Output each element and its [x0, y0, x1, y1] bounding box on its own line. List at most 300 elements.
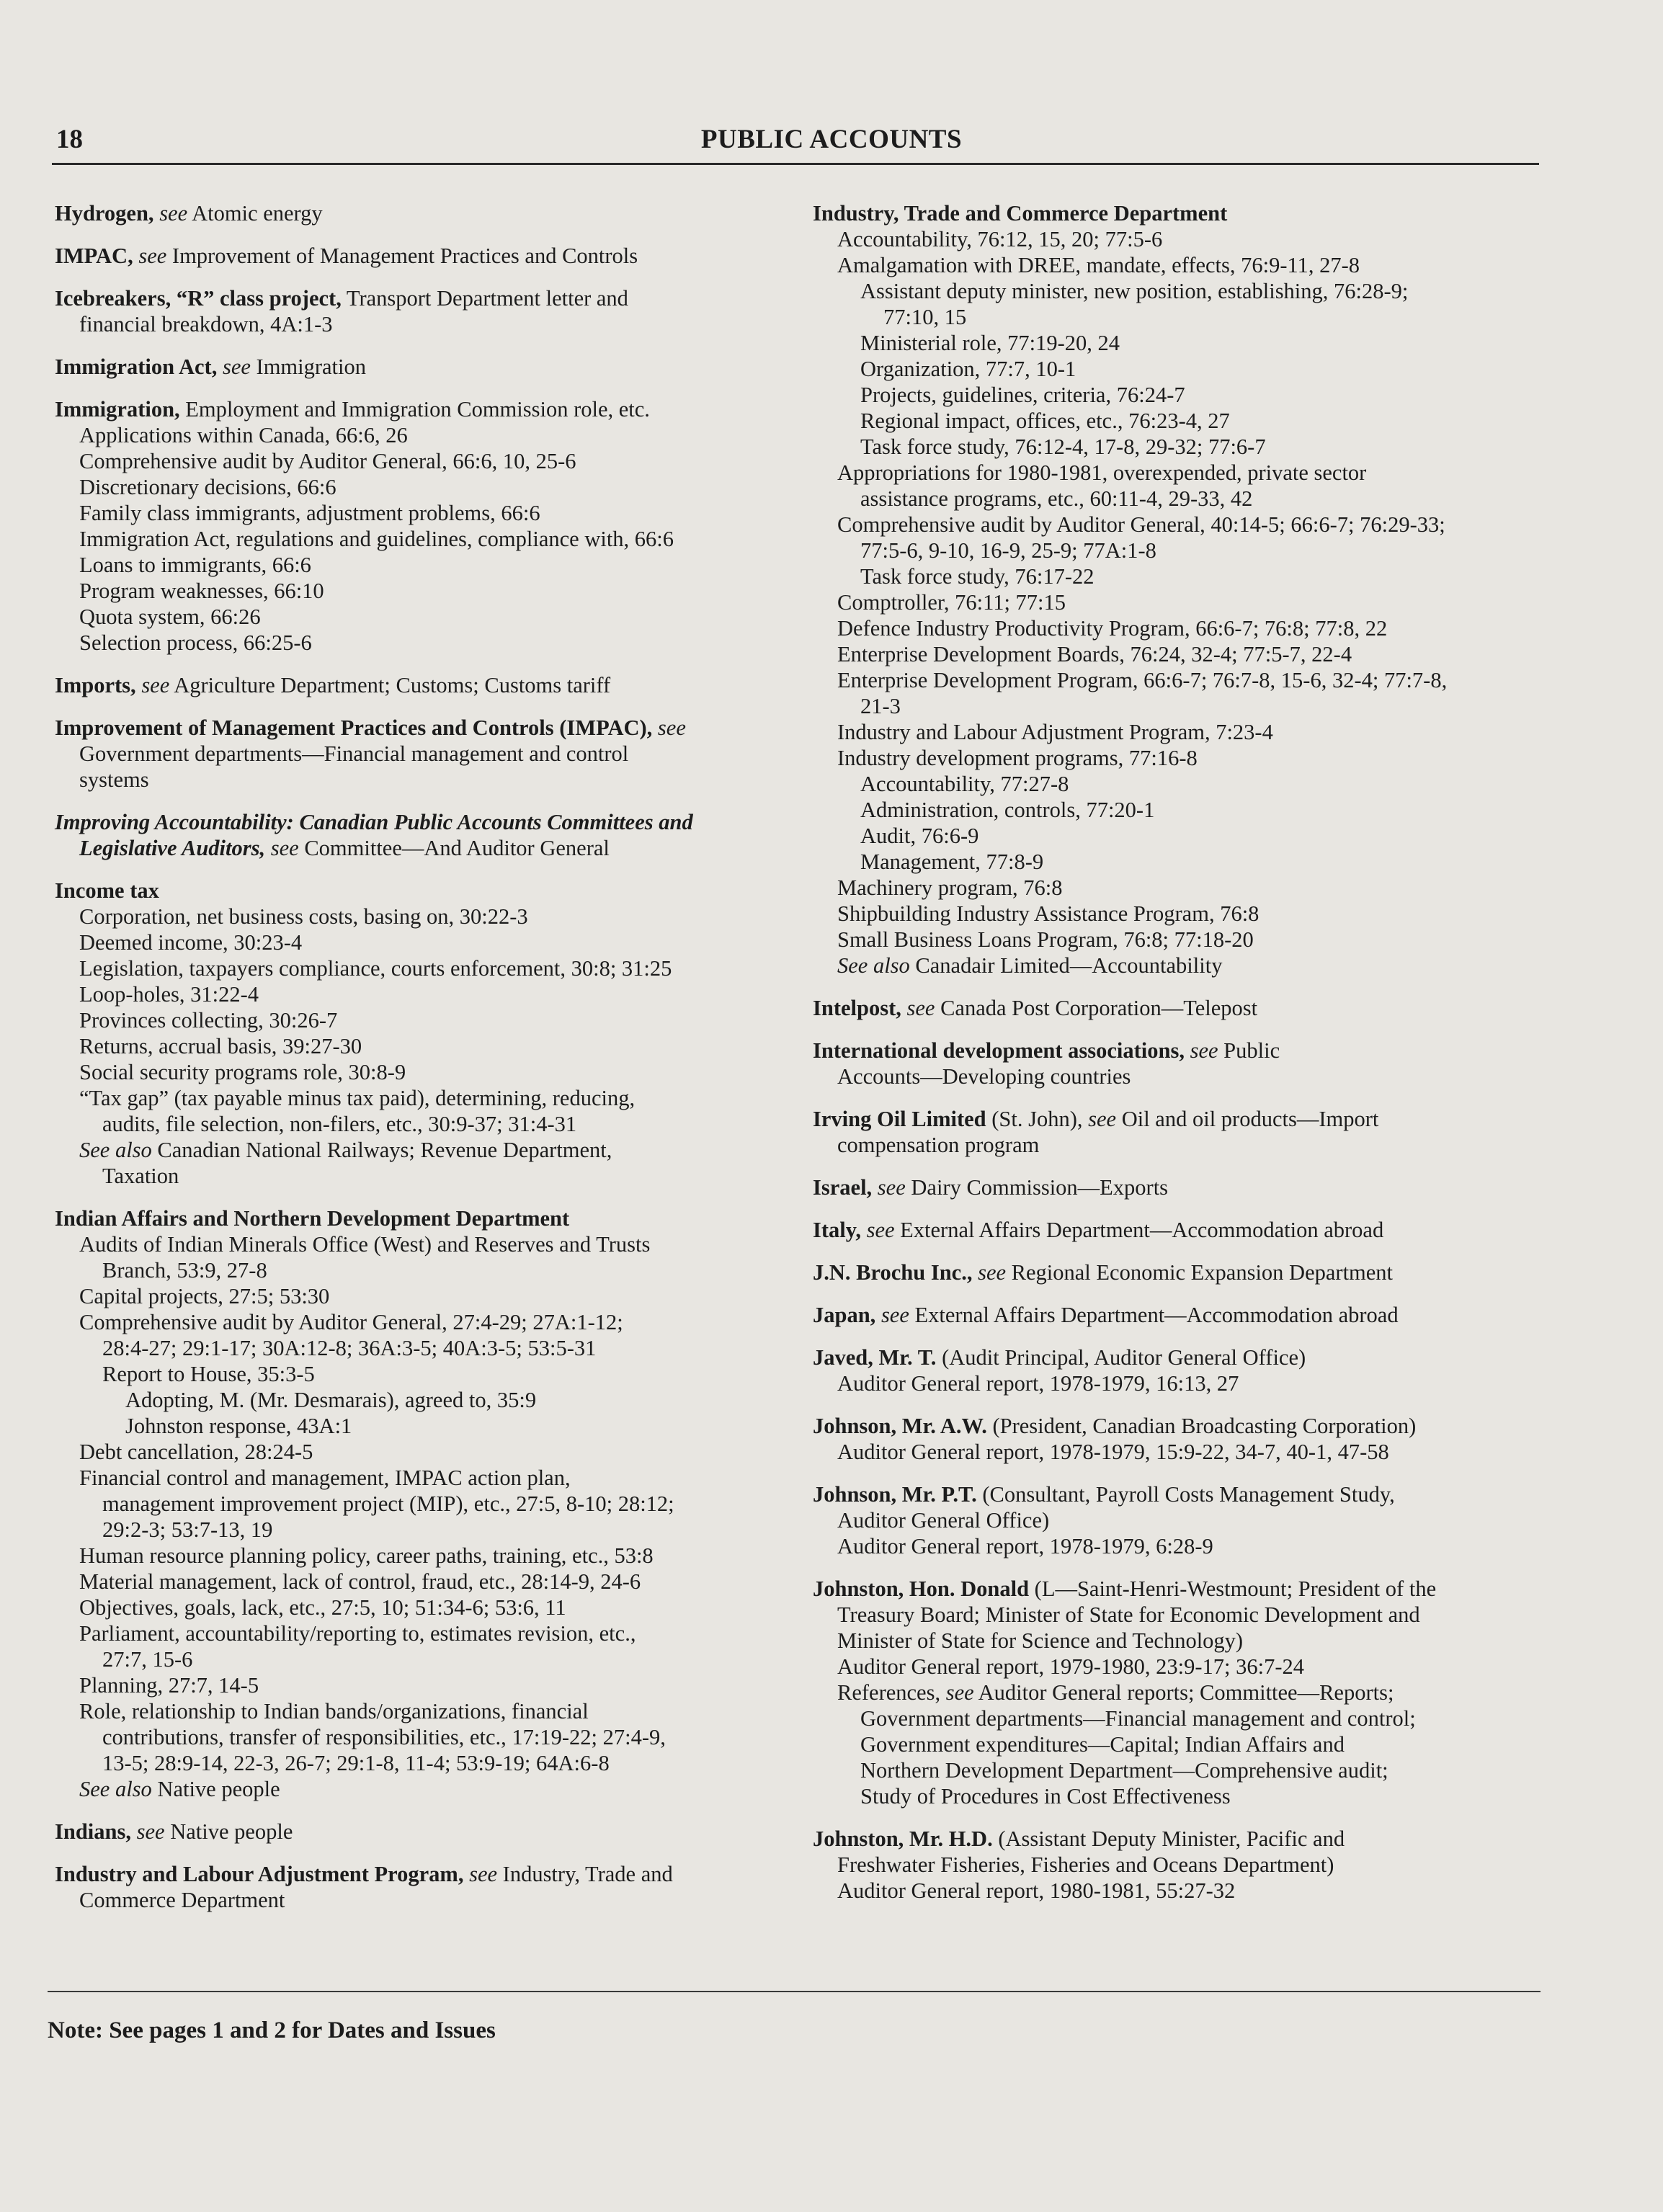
- index-subentry-line: [55, 1698, 790, 1724]
- index-text: Indians,: [55, 1819, 131, 1844]
- index-text: Auditor General report, 1978-1979, 16:13, 27: [837, 1371, 1239, 1396]
- index-text: Indian Affairs and Northern Development Department: [55, 1206, 570, 1231]
- index-text: Icebreakers, “R” class project,: [55, 286, 342, 311]
- index-subentry-line: [55, 1672, 790, 1698]
- index-subentry-line: [813, 823, 1555, 849]
- index-text: Task force study, 76:17-22: [860, 564, 1094, 589]
- index-entry: [813, 1106, 1555, 1158]
- index-text: Capital projects, 27:5; 53:30: [79, 1284, 330, 1308]
- index-subentry-line: [55, 1007, 790, 1033]
- index-subentry-line: [55, 500, 790, 526]
- index-text: Comprehensive audit by Auditor General, 66:6, 10, 25-6: [79, 449, 576, 473]
- index-text: Accountability, 77:27-8: [860, 772, 1069, 796]
- index-subentry-line: [55, 578, 790, 604]
- index-text: 13-5; 28:9-14, 22-3, 26-7; 29:1-8, 11-4; 53:9-19; 64A:6-8: [102, 1751, 610, 1775]
- index-entry: [813, 1259, 1555, 1285]
- index-text: see: [159, 201, 188, 226]
- index-subentry-line: [813, 1063, 1555, 1089]
- index-heading-line: [55, 354, 790, 380]
- index-text: management improvement project (MIP), etc., 27:5, 8-10; 28:12;: [102, 1491, 674, 1516]
- index-subentry-line: [813, 486, 1555, 512]
- index-subentry-line: [55, 1887, 790, 1913]
- index-text: Loop-holes, 31:22-4: [79, 982, 259, 1007]
- index-subentry-line: [55, 311, 790, 337]
- index-heading-line: [55, 285, 790, 311]
- index-subentry-line: [55, 1257, 790, 1283]
- index-text: Industry and Labour Adjustment Program, 7:23-4: [837, 720, 1273, 744]
- index-text: Machinery program, 76:8: [837, 875, 1063, 900]
- index-heading-line: [55, 1819, 790, 1845]
- index-subentry-line: [813, 1852, 1555, 1878]
- index-text: financial breakdown, 4A:1-3: [79, 312, 333, 336]
- index-text: Family class immigrants, adjustment problems, 66:6: [79, 501, 540, 525]
- index-subentry-line: [55, 474, 790, 500]
- index-text: Public: [1218, 1038, 1280, 1063]
- index-entry: [55, 672, 790, 698]
- index-text: Defence Industry Productivity Program, 66:6-7; 76:8; 77:8, 22: [837, 616, 1388, 641]
- index-text: Comprehensive audit by Auditor General, 27:4-29; 27A:1-12;: [79, 1310, 623, 1334]
- index-heading-line: [55, 1861, 790, 1887]
- index-entry: [55, 354, 790, 380]
- index-entry: [813, 1413, 1555, 1465]
- index-heading-line: [813, 1106, 1555, 1132]
- index-entry: [813, 1217, 1555, 1243]
- index-text: Loans to immigrants, 66:6: [79, 553, 311, 577]
- index-text: International development associations,: [813, 1038, 1185, 1063]
- index-text: Johnston, Mr. H.D.: [813, 1827, 993, 1851]
- index-subentry-line: [813, 563, 1555, 589]
- index-text: see: [978, 1260, 1007, 1285]
- index-text: Immigration: [250, 354, 367, 379]
- index-subentry-line: [55, 526, 790, 552]
- header-rule: [52, 163, 1539, 165]
- index-heading-line: [813, 1038, 1555, 1063]
- index-entry: [55, 1861, 790, 1913]
- index-entry: [55, 1819, 790, 1845]
- index-text: Government expenditures—Capital; Indian Affairs and: [860, 1732, 1345, 1757]
- index-text: Adopting, M. (Mr. Desmarais), agreed to, 35:9: [125, 1388, 537, 1412]
- index-text: see: [222, 354, 251, 379]
- index-text: Employment and Immigration Commission role, etc.: [179, 397, 650, 422]
- index-heading-line: [813, 1259, 1555, 1285]
- index-subentry-line: [813, 745, 1555, 771]
- index-subentry-line: [813, 382, 1555, 408]
- index-subentry-line: [813, 641, 1555, 667]
- index-text: 77:5-6, 9-10, 16-9, 25-9; 77A:1-8: [860, 538, 1156, 563]
- index-subentry-line: [813, 589, 1555, 615]
- index-text: Projects, guidelines, criteria, 76:24-7: [860, 383, 1185, 407]
- index-subentry-line: [813, 1533, 1555, 1559]
- index-subentry-line: [813, 1628, 1555, 1654]
- index-text: Shipbuilding Industry Assistance Program, 76:8: [837, 901, 1259, 926]
- index-text: [875, 1303, 881, 1327]
- index-text: Freshwater Fisheries, Fisheries and Oceans Department): [837, 1852, 1334, 1877]
- index-text: Taxation: [102, 1164, 179, 1188]
- index-entry: [813, 1576, 1555, 1809]
- index-text: [861, 1218, 867, 1242]
- index-text: Industry and Labour Adjustment Program,: [55, 1862, 464, 1886]
- index-text: Branch, 53:9, 27-8: [102, 1258, 267, 1283]
- index-entry: [813, 200, 1555, 978]
- index-heading-line: [813, 1174, 1555, 1200]
- index-entry: [813, 1481, 1555, 1559]
- index-text: see: [136, 1819, 165, 1844]
- index-subentry-line: [55, 422, 790, 448]
- index-text: Applications within Canada, 66:6, 26: [79, 423, 408, 447]
- index-subentry-line: [55, 904, 790, 929]
- index-subentry-line: [55, 1517, 790, 1543]
- index-text: Discretionary decisions, 66:6: [79, 475, 336, 499]
- index-subentry-line: [55, 929, 790, 955]
- index-subentry-line: [813, 1370, 1555, 1396]
- index-entry: [55, 1205, 790, 1802]
- index-text: See also: [837, 953, 910, 978]
- index-heading-line: [55, 878, 790, 904]
- index-subentry-line: [813, 1132, 1555, 1158]
- index-entry: [55, 243, 790, 269]
- index-text: Management, 77:8-9: [860, 849, 1044, 874]
- index-entry: [813, 1302, 1555, 1328]
- index-subentry-line: [813, 304, 1555, 330]
- index-text: Northern Development Department—Comprehensive audit;: [860, 1758, 1388, 1783]
- index-subentry-line: [55, 1724, 790, 1750]
- index-text: Small Business Loans Program, 76:8; 77:18-20: [837, 927, 1254, 952]
- index-subentry-line: [813, 1439, 1555, 1465]
- index-text: Program weaknesses, 66:10: [79, 579, 324, 603]
- index-text: see: [866, 1218, 895, 1242]
- index-text: Administration, controls, 77:20-1: [860, 798, 1155, 822]
- index-text: systems: [79, 767, 149, 792]
- index-heading-line: [55, 672, 790, 698]
- index-entry: [55, 878, 790, 1189]
- index-text: see: [270, 836, 299, 860]
- index-text: Canadair Limited—Accountability: [909, 953, 1223, 978]
- index-text: Israel,: [813, 1175, 873, 1200]
- index-text: see: [906, 996, 935, 1020]
- index-text: Agriculture Department; Customs; Customs tariff: [169, 673, 611, 697]
- index-text: Social security programs role, 30:8-9: [79, 1060, 406, 1084]
- index-subentry-line: [813, 953, 1555, 978]
- index-text: Role, relationship to Indian bands/organizations, financial: [79, 1699, 589, 1723]
- index-text: Canada Post Corporation—Telepost: [935, 996, 1258, 1020]
- index-text: [217, 354, 223, 379]
- index-text: Regional Economic Expansion Department: [1006, 1260, 1394, 1285]
- index-subentry-line: [813, 875, 1555, 901]
- index-heading-line: [813, 1826, 1555, 1852]
- index-text: Government departments—Financial management and control;: [860, 1706, 1416, 1731]
- index-text: Provinces collecting, 30:26-7: [79, 1008, 338, 1033]
- index-text: Native people: [164, 1819, 293, 1844]
- index-heading-line: [813, 1576, 1555, 1602]
- index-text: see: [877, 1175, 906, 1200]
- index-heading-line: [813, 1302, 1555, 1328]
- index-subentry-line: [813, 1731, 1555, 1757]
- index-subentry-line: [55, 955, 790, 981]
- index-subentry-line: [813, 615, 1555, 641]
- index-subentry-line: [55, 1085, 790, 1111]
- index-text: see: [469, 1862, 498, 1886]
- index-subentry-line: [55, 1413, 790, 1439]
- index-heading-line: [813, 200, 1555, 226]
- index-text: [652, 715, 658, 740]
- index-subentry-line: [55, 552, 790, 578]
- index-subentry-line: [813, 538, 1555, 563]
- index-subentry-line: [55, 1231, 790, 1257]
- index-subentry-line: [55, 1361, 790, 1387]
- index-text: IMPAC,: [55, 244, 133, 268]
- index-subentry-line: [55, 1569, 790, 1595]
- index-entry: [813, 995, 1555, 1021]
- index-text: Amalgamation with DREE, mandate, effects, 76:9-11, 27-8: [837, 253, 1360, 277]
- index-subentry-line: [55, 1465, 790, 1491]
- index-text: Japan,: [813, 1303, 876, 1327]
- index-text: Imports,: [55, 673, 136, 697]
- index-text: J.N. Brochu Inc.,: [813, 1260, 973, 1285]
- index-subentry-line: [813, 901, 1555, 927]
- index-text: Appropriations for 1980-1981, overexpended, private sector: [837, 460, 1367, 485]
- index-subentry-line: [55, 981, 790, 1007]
- index-text: Human resource planning policy, career paths, training, etc., 53:8: [79, 1543, 654, 1568]
- index-subentry-line: [55, 835, 790, 861]
- index-text: Hydrogen,: [55, 201, 154, 226]
- index-subentry-line: [813, 719, 1555, 745]
- index-subentry-line: [55, 767, 790, 793]
- index-subentry-line: [55, 1309, 790, 1335]
- index-text: Legislative Auditors,: [79, 836, 266, 860]
- index-text: Organization, 77:7, 10-1: [860, 357, 1076, 381]
- index-subentry-line: [813, 252, 1555, 278]
- index-subentry-line: [813, 460, 1555, 486]
- index-text: (Consultant, Payroll Costs Management Study,: [976, 1482, 1395, 1507]
- index-text: Industry development programs, 77:16-8: [837, 746, 1198, 770]
- index-text: Irving Oil Limited: [813, 1107, 986, 1131]
- index-text: [972, 1260, 978, 1285]
- index-subentry-line: [55, 630, 790, 656]
- index-entry: [55, 809, 790, 861]
- index-text: Enterprise Development Boards, 76:24, 32-4; 77:5-7, 22-4: [837, 642, 1352, 666]
- index-entry: [813, 1344, 1555, 1396]
- index-subentry-line: [813, 512, 1555, 538]
- index-subentry-line: [813, 927, 1555, 953]
- index-text: Johnson, Mr. P.T.: [813, 1482, 977, 1507]
- index-text: Treasury Board; Minister of State for Economic Development and: [837, 1602, 1420, 1627]
- index-text: Accountability, 76:12, 15, 20; 77:5-6: [837, 227, 1163, 251]
- index-text: Industry, Trade and Commerce Department: [813, 201, 1228, 226]
- index-subentry-line: [813, 771, 1555, 797]
- index-text: Improving Accountability: Canadian Public Accounts Committees and: [55, 810, 693, 834]
- index-text: see: [141, 673, 170, 697]
- index-text: Committee—And Auditor General: [298, 836, 610, 860]
- index-subentry-line: [55, 1033, 790, 1059]
- index-text: “Tax gap” (tax payable minus tax paid), determining, reducing,: [79, 1086, 636, 1110]
- index-subentry-line: [813, 1757, 1555, 1783]
- index-text: Transport Department letter and: [341, 286, 628, 311]
- index-text: External Affairs Department—Accommodation abroad: [909, 1303, 1399, 1327]
- index-text: References,: [837, 1680, 946, 1705]
- index-text: (Audit Principal, Auditor General Office): [936, 1345, 1306, 1370]
- index-subentry-line: [55, 1283, 790, 1309]
- index-text: Enterprise Development Program, 66:6-7; 76:7-8, 15-6, 32-4; 77:7-8,: [837, 668, 1448, 692]
- index-text: see: [138, 244, 167, 268]
- index-text: [463, 1862, 469, 1886]
- index-subentry-line: [813, 278, 1555, 304]
- index-text: Industry, Trade and: [497, 1862, 673, 1886]
- index-subentry-line: [55, 1111, 790, 1137]
- index-subentry-line: [813, 667, 1555, 693]
- index-subentry-line: [55, 1620, 790, 1646]
- index-text: Government departments—Financial management and control: [79, 741, 629, 766]
- index-text: contributions, transfer of responsibilities, etc., 17:19-22; 27:4-9,: [102, 1725, 666, 1749]
- index-text: Regional impact, offices, etc., 76:23-4, 27: [860, 409, 1230, 433]
- index-text: 77:10, 15: [883, 305, 967, 329]
- index-text: Comprehensive audit by Auditor General, 40:14-5; 66:6-7; 76:29-33;: [837, 512, 1445, 537]
- index-text: [265, 836, 271, 860]
- footer-rule: [48, 1991, 1541, 1992]
- index-text: see: [1088, 1107, 1117, 1131]
- index-text: Material management, lack of control, fraud, etc., 28:14-9, 24-6: [79, 1569, 641, 1594]
- index-text: Johnston, Hon. Donald: [813, 1577, 1030, 1601]
- index-column-right: [813, 200, 1555, 1920]
- index-text: Accounts—Developing countries: [837, 1064, 1131, 1089]
- index-entry: [55, 715, 790, 793]
- index-heading-line: [813, 995, 1555, 1021]
- index-text: Intelpost,: [813, 996, 901, 1020]
- index-text: Immigration Act, regulations and guidelines, compliance with, 66:6: [79, 527, 674, 551]
- index-text: Auditor General report, 1980-1981, 55:27-32: [837, 1878, 1236, 1903]
- index-heading-line: [55, 1205, 790, 1231]
- index-subentry-line: [813, 797, 1555, 823]
- index-text: Dairy Commission—Exports: [905, 1175, 1169, 1200]
- index-text: see: [657, 715, 686, 740]
- index-text: Task force study, 76:12-4, 17-8, 29-32; 77:6-7: [860, 434, 1266, 459]
- index-text: compensation program: [837, 1133, 1040, 1157]
- page-title: PUBLIC ACCOUNTS: [700, 125, 963, 154]
- index-text: 21-3: [860, 694, 901, 718]
- index-text: Oil and oil products—Import: [1116, 1107, 1379, 1131]
- index-subentry-line: [813, 1507, 1555, 1533]
- index-text: Improvement of Management Practices and Controls: [166, 244, 638, 268]
- index-subentry-line: [813, 1654, 1555, 1680]
- index-entry: [813, 1174, 1555, 1200]
- index-text: Quota system, 66:26: [79, 605, 261, 629]
- index-subentry-line: [55, 1750, 790, 1776]
- index-subentry-line: [55, 448, 790, 474]
- index-text: Canadian National Railways; Revenue Department,: [151, 1138, 612, 1162]
- index-text: (President, Canadian Broadcasting Corporation): [986, 1414, 1417, 1438]
- index-text: 27:7, 15-6: [102, 1647, 193, 1672]
- index-subentry-line: [813, 1602, 1555, 1628]
- index-text: Immigration Act,: [55, 354, 218, 379]
- index-subentry-line: [55, 1137, 790, 1163]
- index-entry: [55, 396, 790, 656]
- index-text: Comptroller, 76:11; 77:15: [837, 590, 1066, 615]
- index-subentry-line: [813, 356, 1555, 382]
- index-subentry-line: [55, 1387, 790, 1413]
- index-subentry-line: [813, 330, 1555, 356]
- index-text: Objectives, goals, lack, etc., 27:5, 10; 51:34-6; 53:6, 11: [79, 1595, 566, 1620]
- index-text: Study of Procedures in Cost Effectiveness: [860, 1784, 1231, 1809]
- index-text: (St. John),: [986, 1107, 1089, 1131]
- index-subentry-line: [55, 1776, 790, 1802]
- index-text: [872, 1175, 878, 1200]
- page-number: 18: [56, 125, 83, 154]
- index-subentry-line: [813, 693, 1555, 719]
- index-subentry-line: [813, 1680, 1555, 1705]
- index-subentry-line: [813, 1878, 1555, 1904]
- index-text: Atomic energy: [187, 201, 323, 226]
- index-text: audits, file selection, non-filers, etc., 30:9-37; 31:4-31: [102, 1112, 577, 1136]
- index-text: 29:2-3; 53:7-13, 19: [102, 1517, 273, 1542]
- index-text: Auditor General Office): [837, 1508, 1050, 1533]
- index-subentry-line: [813, 849, 1555, 875]
- index-heading-line: [813, 1413, 1555, 1439]
- index-column-left: [55, 200, 790, 1930]
- index-text: Debt cancellation, 28:24-5: [79, 1440, 313, 1464]
- index-heading-line: [813, 1344, 1555, 1370]
- index-text: [901, 996, 907, 1020]
- index-text: see: [1190, 1038, 1218, 1063]
- index-text: Planning, 27:7, 14-5: [79, 1673, 259, 1698]
- index-heading-line: [55, 715, 790, 741]
- index-subentry-line: [55, 1335, 790, 1361]
- index-heading-line: [55, 809, 790, 835]
- index-text: Income tax: [55, 878, 159, 903]
- index-text: Javed, Mr. T.: [813, 1345, 937, 1370]
- index-subentry-line: [55, 1543, 790, 1569]
- index-entry: [813, 1038, 1555, 1089]
- index-subentry-line: [813, 408, 1555, 434]
- index-text: Assistant deputy minister, new position, establishing, 76:28-9;: [860, 279, 1409, 303]
- index-subentry-line: [55, 741, 790, 767]
- index-text: Auditor General report, 1978-1979, 15:9-22, 34-7, 40-1, 47-58: [837, 1440, 1389, 1464]
- index-text: Audit, 76:6-9: [860, 824, 979, 848]
- index-heading-line: [55, 200, 790, 226]
- index-text: Native people: [151, 1777, 280, 1801]
- index-subentry-line: [813, 226, 1555, 252]
- index-text: assistance programs, etc., 60:11-4, 29-33, 42: [860, 486, 1253, 511]
- index-subentry-line: [55, 1439, 790, 1465]
- index-text: Legislation, taxpayers compliance, courts enforcement, 30:8; 31:25: [79, 956, 672, 981]
- index-text: [1185, 1038, 1190, 1063]
- index-subentry-line: [55, 1646, 790, 1672]
- index-text: Audits of Indian Minerals Office (West) and Reserves and Trusts: [79, 1232, 651, 1257]
- index-text: Selection process, 66:25-6: [79, 630, 312, 655]
- index-text: Auditor General reports; Committee—Reports;: [973, 1680, 1394, 1705]
- index-text: Improvement of Management Practices and Controls (IMPAC),: [55, 715, 653, 740]
- index-text: Commerce Department: [79, 1888, 285, 1912]
- index-subentry-line: [55, 1059, 790, 1085]
- index-text: Auditor General report, 1978-1979, 6:28-9: [837, 1534, 1213, 1558]
- index-text: Returns, accrual basis, 39:27-30: [79, 1034, 362, 1058]
- index-text: Ministerial role, 77:19-20, 24: [860, 331, 1120, 355]
- index-text: Johnson, Mr. A.W.: [813, 1414, 987, 1438]
- index-subentry-line: [813, 1783, 1555, 1809]
- index-entry: [55, 200, 790, 226]
- index-subentry-line: [813, 1705, 1555, 1731]
- index-text: (L—Saint-Henri-Westmount; President of the: [1029, 1577, 1437, 1601]
- index-subentry-line: [55, 1163, 790, 1189]
- index-text: 28:4-27; 29:1-17; 30A:12-8; 36A:3-5; 40A:3-5; 53:5-31: [102, 1336, 597, 1360]
- index-text: Johnston response, 43A:1: [125, 1414, 352, 1438]
- index-heading-line: [55, 243, 790, 269]
- index-text: Deemed income, 30:23-4: [79, 930, 303, 955]
- index-text: See also: [79, 1138, 152, 1162]
- index-text: Parliament, accountability/reporting to, estimates revision, etc.,: [79, 1621, 636, 1646]
- index-text: External Affairs Department—Accommodation abroad: [894, 1218, 1384, 1242]
- index-subentry-line: [55, 1595, 790, 1620]
- index-heading-line: [813, 1217, 1555, 1243]
- index-text: see: [880, 1303, 909, 1327]
